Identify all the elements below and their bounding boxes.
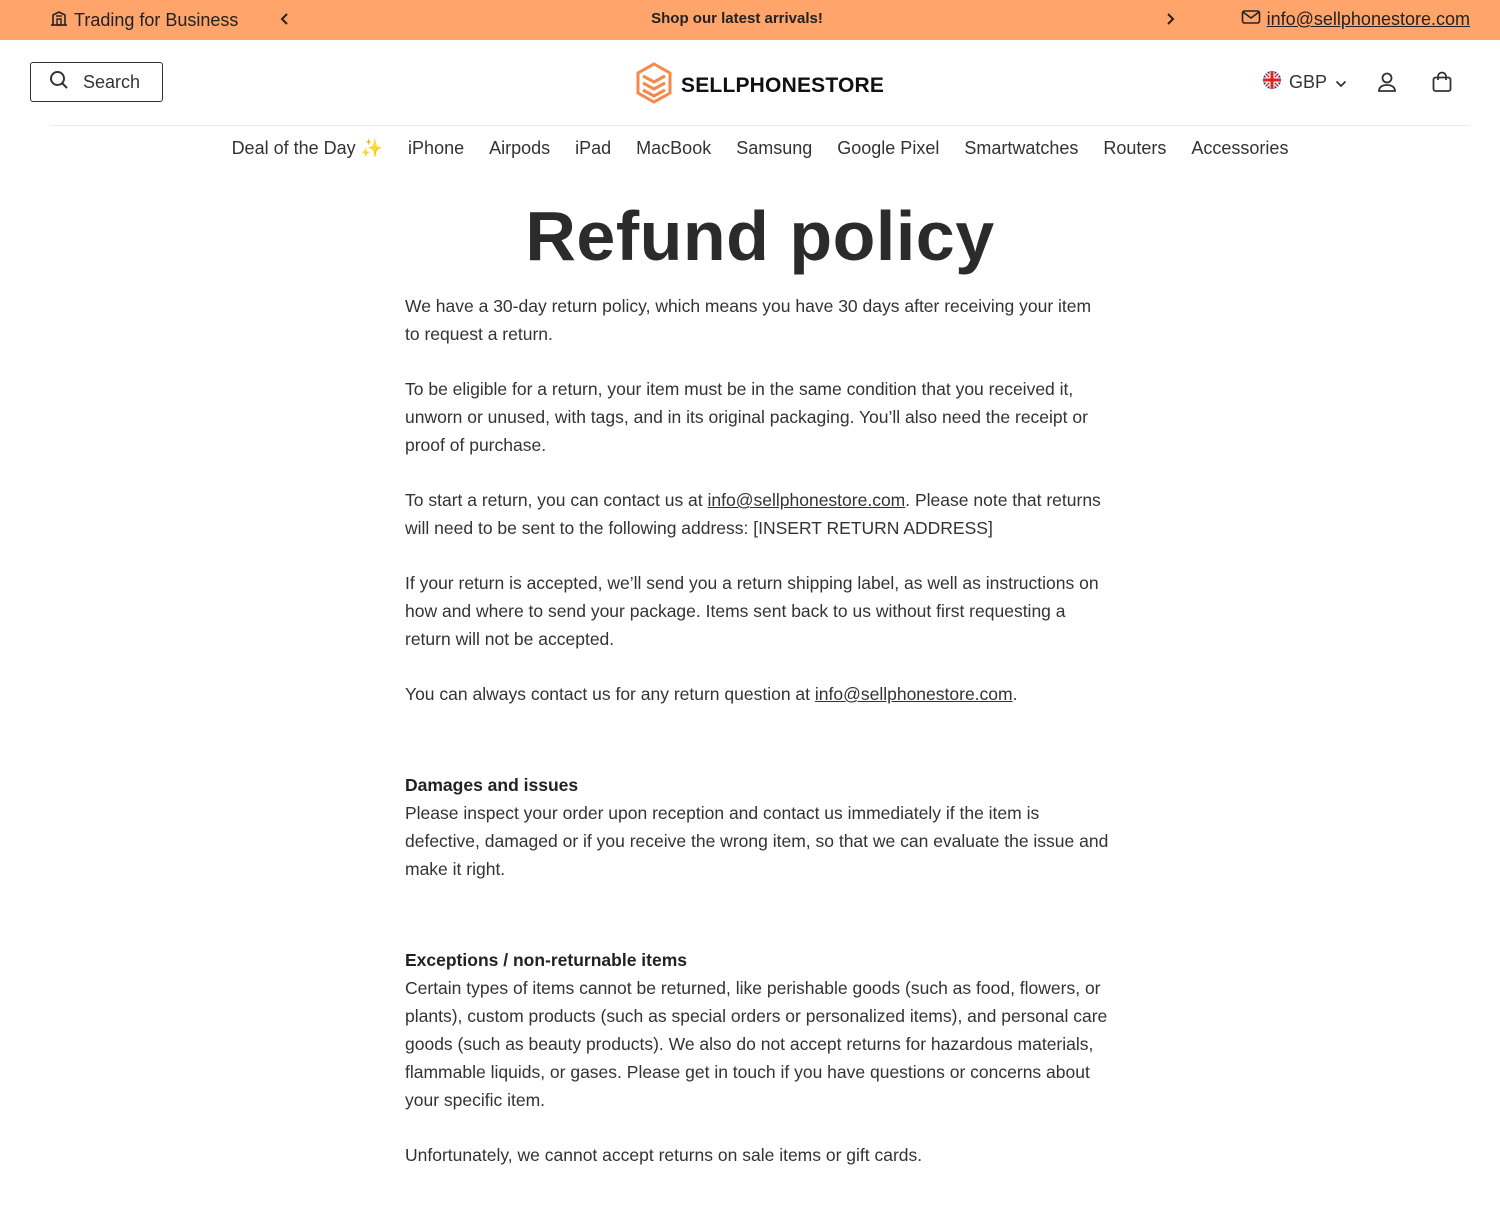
policy-paragraph: Certain types of items cannot be returned, like perishable goods (such as food, flowers, or plants), custom products (such as special orders or personalized items), and personal care goods (such as beauty products). We also do not accept returns for hazardous materials, flammable liquids, or gases. Please get in touch if you have questions or concerns about your specific item.	[405, 978, 1108, 1110]
announcement-bar	[0, 0, 1500, 40]
policy-paragraph: Unfortunately, we cannot accept returns on sale items or gift cards.	[405, 1145, 923, 1165]
damages-heading: Damages and issues	[405, 775, 579, 795]
account-icon	[1376, 71, 1398, 93]
nav-item-ipad[interactable]: iPad	[575, 138, 612, 158]
currency-selector[interactable]	[1263, 71, 1347, 94]
chevron-right-icon	[1165, 12, 1175, 26]
currency-label: GBP	[1289, 72, 1328, 92]
policy-paragraph: If your return is accepted, we’ll send you a return shipping label, as well as instructions on how and where to send your package. Items sent back to us without first requesting a return will not be accepted.	[405, 573, 1099, 649]
nav-item-routers[interactable]: Routers	[1103, 138, 1167, 158]
contact-email-link[interactable]: info@sellphonestore.com	[707, 490, 906, 510]
spacer	[405, 910, 1110, 946]
nav-item-smartwatches[interactable]: Smartwatches	[964, 138, 1079, 158]
logo-text: SELLPHONESTORE	[681, 73, 885, 97]
policy-paragraph: To be eligible for a return, your item must be in the same condition that you received it, unworn or unused, with tags, and in its original packaging. You’ll also need the receipt or proof of purchase.	[405, 379, 1088, 455]
policy-paragraph: We have a 30-day return policy, which means you have 30 days after receiving your item to request a return.	[405, 296, 1092, 344]
policy-content	[405, 292, 1110, 1196]
paragraph-text: .	[1012, 684, 1018, 704]
nav-item-deal-of-the-day[interactable]: Deal of the Day ✨	[231, 138, 384, 158]
policy-paragraph	[405, 680, 1110, 708]
cart-icon	[1431, 71, 1453, 93]
store-logo[interactable]	[635, 62, 884, 109]
email-link[interactable]: info@sellphonestore.com	[1266, 9, 1470, 29]
search-label: Search	[83, 71, 141, 92]
mail-icon	[1241, 9, 1261, 30]
nav-item-google-pixel[interactable]: Google Pixel	[837, 138, 940, 158]
main-nav	[0, 138, 1500, 159]
logo-mark-icon	[635, 62, 673, 109]
nav-item-airpods[interactable]: Airpods	[489, 138, 551, 158]
nav-item-samsung[interactable]: Samsung	[736, 138, 813, 158]
policy-paragraph: Please inspect your order upon reception and contact us immediately if the item is defective, damaged or if you receive the wrong item, so that we can evaluate the issue and make it right.	[405, 803, 1109, 879]
trading-for-business-label: Trading for Business	[74, 10, 239, 30]
paragraph-text: . Please note that returns will need to be sent to the following address: [INSERT RETURN ADDRESS]	[405, 490, 1101, 538]
nav-item-accessories[interactable]: Accessories	[1191, 138, 1289, 158]
contact-email-link[interactable]: info@sellphonestore.com	[814, 684, 1013, 704]
announcement-prev-button[interactable]	[276, 7, 294, 31]
announcement-message[interactable]: Shop our latest arrivals!	[651, 10, 823, 27]
announcement-next-button[interactable]	[1161, 7, 1179, 31]
nav-item-macbook[interactable]: MacBook	[636, 138, 712, 158]
cart-button[interactable]	[1431, 71, 1453, 98]
header-divider	[50, 125, 1470, 126]
announcement-email	[1241, 9, 1470, 30]
uk-flag-icon	[1263, 71, 1281, 94]
spacer	[405, 735, 1110, 771]
search-icon	[49, 70, 69, 95]
paragraph-text: You can always contact us for any return question at	[405, 684, 815, 704]
chevron-down-icon	[1335, 72, 1347, 93]
page-title: Refund policy	[525, 197, 995, 275]
policy-paragraph	[405, 486, 1110, 542]
building-icon	[50, 9, 68, 32]
nav-item-iphone[interactable]: iPhone	[408, 138, 465, 158]
chevron-left-icon	[280, 12, 290, 26]
account-button[interactable]	[1376, 71, 1398, 98]
search-button[interactable]	[30, 62, 163, 102]
paragraph-text: To start a return, you can contact us at	[405, 490, 708, 510]
exceptions-heading: Exceptions / non-returnable items	[405, 950, 687, 970]
trading-for-business-link[interactable]	[50, 9, 238, 32]
